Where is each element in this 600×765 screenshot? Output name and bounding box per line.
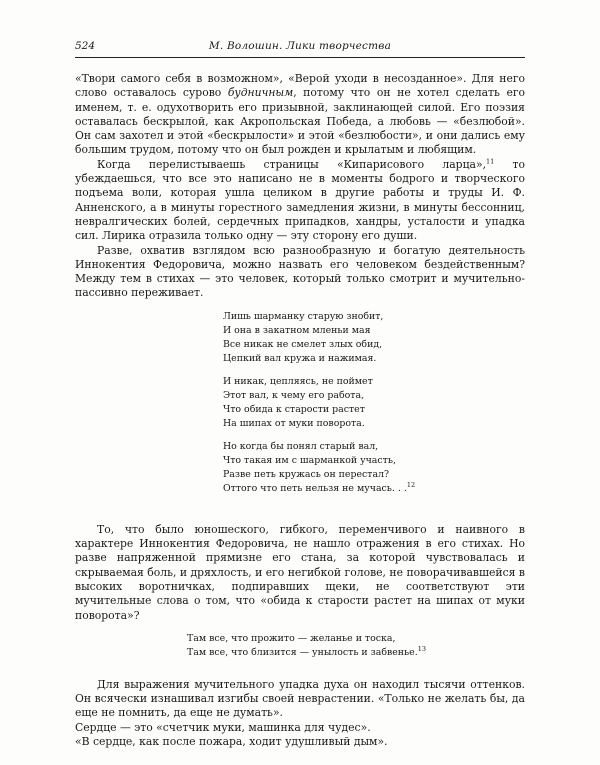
paragraph-2: Когда перелистываешь страницы «Кипарисового ларца»,$^{11}$ то убеждаешься, что все это написано не в моменты бодрого и творческого подъема воли, которая ушла целиком в другие работы и труды И. Ф. Анненского, а в минуты горестного замедления жизни, в минуты бессонниц, невралгических болей, сердечных припадков, хандры, усталости и упадка сил. Лирика отразила только одну — эту сторону его души. [75,157,526,243]
paragraph-4: То, что было юношеского, гибкого, переменчивого и наивного в характере Иннокентия Федоровича, не нашло отражения в его стихах. Но разве напряженной прямизне его стана, за которой чувствовалась и скрываемая боль, и дряхлость, и его негибкой голове, не поворачивавшейся в высоких воротничках, подпиравших щеки, не соответствуют эти мучительные слова о том, что «обида к старости растет на шипах от муки поворота»? [75,522,525,622]
poem-line: Лишь шарманку старую знобит, [223,310,384,322]
quote-block [75,632,525,660]
footnote-ref: 11 [486,157,495,166]
poem-stanza-1 [223,310,525,366]
footnote-ref: 12 [406,480,416,489]
book-page [75,40,525,749]
poem-block [75,310,525,496]
paragraph-6: Сердце — это «счетчик муки, машинка для чудес». [75,720,371,734]
poem-line: И никак, цепляясь, не поймет [223,375,373,387]
page-number: 524 [75,40,96,52]
page-body [75,72,525,749]
quote-line: Там все, что прожито — желанье и тоска, [187,632,396,644]
emphasis-word: будничным [227,86,294,100]
footnote-ref: 13 [417,644,426,653]
running-title: М. Волошин. Лики творчества [208,40,392,52]
poem-line: На шипах от муки поворота. [223,417,365,429]
poem-line: Оттого что петь нельзя не мучась. . .$^{12}$ [223,480,416,494]
poem-line: Разве петь кружась он перестал? [223,468,390,480]
poem-line: Этот вал, к чему его работа, [223,389,365,401]
poem-stanza-3 [223,440,525,496]
poem-stanza-2 [223,375,525,431]
poem-line: Все никак не смелет злых обид, [223,338,383,350]
page-header [75,40,525,58]
poem-line: Цепкий вал кружа и нажимая. [223,352,377,364]
poem-line: Но когда бы понял старый вал, [223,440,379,452]
poem-line: И она в закатном мленьи мая [223,324,371,336]
quote-line: Там все, что близится — унылость и забвенье.$^{13}$ [187,644,426,658]
poem-line: Что такая им с шарманкой участь, [223,454,396,466]
poem-line: Что обида к старости растет [223,403,365,415]
paragraph-5: Для выражения мучительного упадка духа он находил тысячи оттенков. Он всячески изнашивал изгибы своей неврастении. «Только не желать бы, да еще не помнить, да еще не думать». [75,677,525,720]
paragraph-3: Разве, охватив взглядом всю разнообразную и богатую деятельность Иннокентия Федоровича, можно назвать его человеком бездейственным? Между тем в стихах — это человек, который только смотрит и мучительно-пассивно переживает. [75,243,525,300]
paragraph-7: «В сердце, как после пожара, ходит удушливый дым». [75,735,388,749]
paragraph-1: «Твори самого себя в возможном», «Верой уходи в несозданное». Для него слово оставалось сурово будничным, потому что он не хотел сделать его именем, т. е. одухотворить его призывной, заклинающей силой. Его поэзия оставалась бескрылой, как Акропольская Победа, а любовь — «безлюбой». Он сам захотел и этой «бескрылости» и этой «безлюбости», и они дались ему большим трудом, потому что он был рожден и крылатым и любящим. [75,72,525,157]
